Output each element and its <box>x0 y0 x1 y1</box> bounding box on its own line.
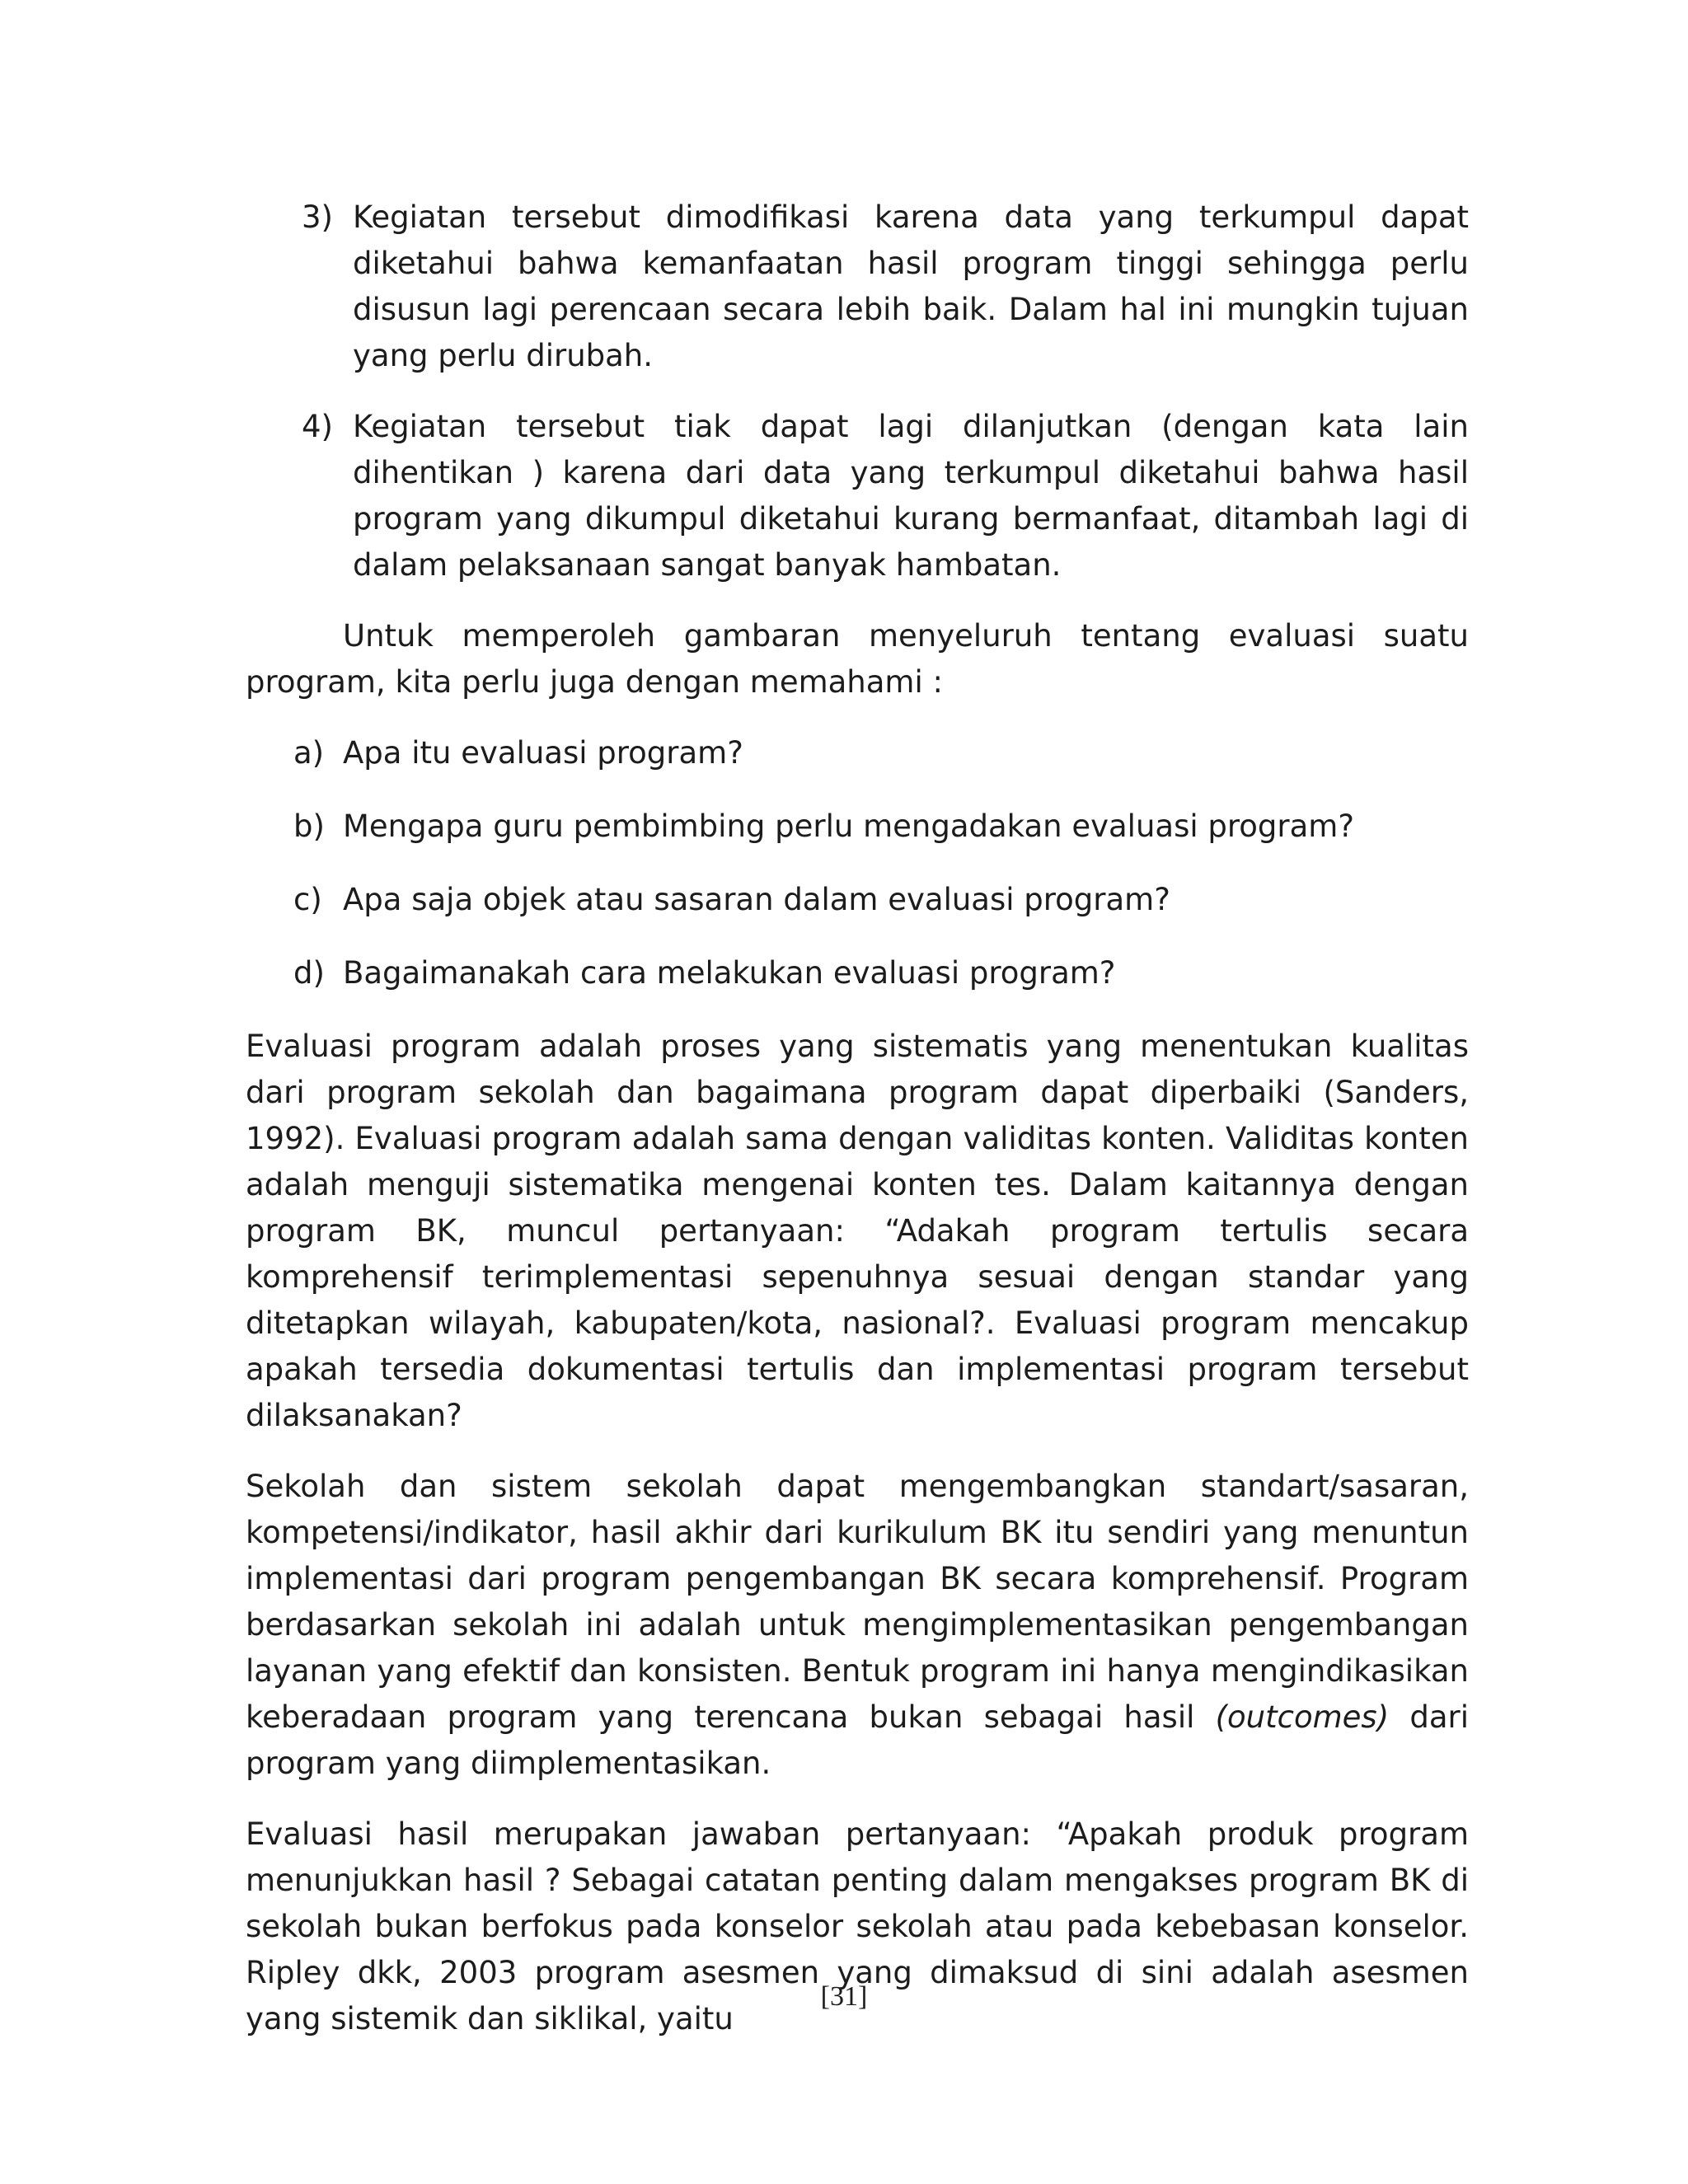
question-item-c <box>246 877 1469 923</box>
item-number: 3) <box>302 199 333 235</box>
question-item-b <box>246 804 1469 850</box>
paragraph-text: Sekolah dan sistem sekolah dapat mengembangkan standart/sasaran, kompetensi/indikator, hasil akhir dari kurikulum BK itu sendiri yang menuntun implementasi dari program pengembangan BK secara komprehensif. Program berdasarkan sekolah ini adalah untuk mengimplementasikan pengembangan layanan yang efektif dan konsisten. Bentuk program ini hanya mengindikasikan keberadaan program yang terencana bukan sebagai hasil <box>246 1469 1469 1735</box>
page-content <box>246 194 1469 2067</box>
paragraph-sekolah <box>246 1464 1469 1787</box>
item-text: Kegiatan tersebut dimodifikasi karena data yang terkumpul dapat diketahui bahwa kemanfaatan hasil program tinggi sehingga perlu disusun lagi perencaan secara lebih baik. Dalam hal ini mungkin tujuan yang perlu dirubah. <box>353 199 1469 373</box>
numbered-item-4 <box>246 404 1469 588</box>
question-text: Apa itu evaluasi program? <box>343 735 743 771</box>
paragraph-text: dari program yang diimplementasikan. <box>246 1699 1469 1781</box>
question-label: b) <box>293 808 325 844</box>
question-text: Apa saja objek atau sasaran dalam evaluasi program? <box>343 882 1170 917</box>
question-text: Mengapa guru pembimbing perlu mengadakan evaluasi program? <box>343 808 1354 844</box>
paragraph-evaluasi-hasil: Evaluasi hasil merupakan jawaban pertanyaan: “Apakah produk program menunjukkan hasil ? Sebagai catatan penting dalam mengakses program BK di sekolah bukan berfokus pada konselor sekolah atau pada kebebasan konselor. Ripley dkk, 2003 program asesmen yang dimaksud di sini adalah asesmen yang sistemik dan siklikal, yaitu <box>246 1816 1469 2036</box>
italic-term: (outcomes) <box>1215 1699 1390 1735</box>
paragraph-evaluasi-program: Evaluasi program adalah proses yang sistematis yang menentukan kualitas dari program sekolah dan bagaimana program dapat diperbaiki (Sanders, 1992). Evaluasi program adalah sama dengan validitas konten. Validitas konten adalah menguji sistematika mengenai konten tes. Dalam kaitannya dengan program BK, muncul pertanyaan: “Adakah program tertulis secara komprehensif terimplementasi sepenuhnya sesuai dengan standar yang ditetapkan wilayah, kabupaten/kota, nasional?. Evaluasi program mencakup apakah tersedia dokumentasi tertulis dan implementasi program tersebut dilaksanakan? <box>246 1029 1469 1433</box>
question-text: Bagaimanakah cara melakukan evaluasi program? <box>343 955 1116 991</box>
question-list <box>246 730 1469 996</box>
intro-paragraph: Untuk memperoleh gambaran menyeluruh tentang evaluasi suatu program, kita perlu juga dengan memahami : <box>246 618 1469 700</box>
question-label: a) <box>293 735 325 771</box>
question-item-d <box>246 950 1469 996</box>
item-text: Kegiatan tersebut tiak dapat lagi dilanjutkan (dengan kata lain dihentikan ) karena dari data yang terkumpul diketahui bahwa hasil program yang dikumpul diketahui kurang bermanfaat, ditambah lagi di dalam pelaksanaan sangat banyak hambatan. <box>353 409 1469 583</box>
page-number: [31] <box>820 1981 868 2012</box>
question-label: d) <box>293 955 325 991</box>
numbered-item-3 <box>246 194 1469 379</box>
item-number: 4) <box>302 409 333 444</box>
question-item-a <box>246 730 1469 776</box>
question-label: c) <box>293 882 322 917</box>
